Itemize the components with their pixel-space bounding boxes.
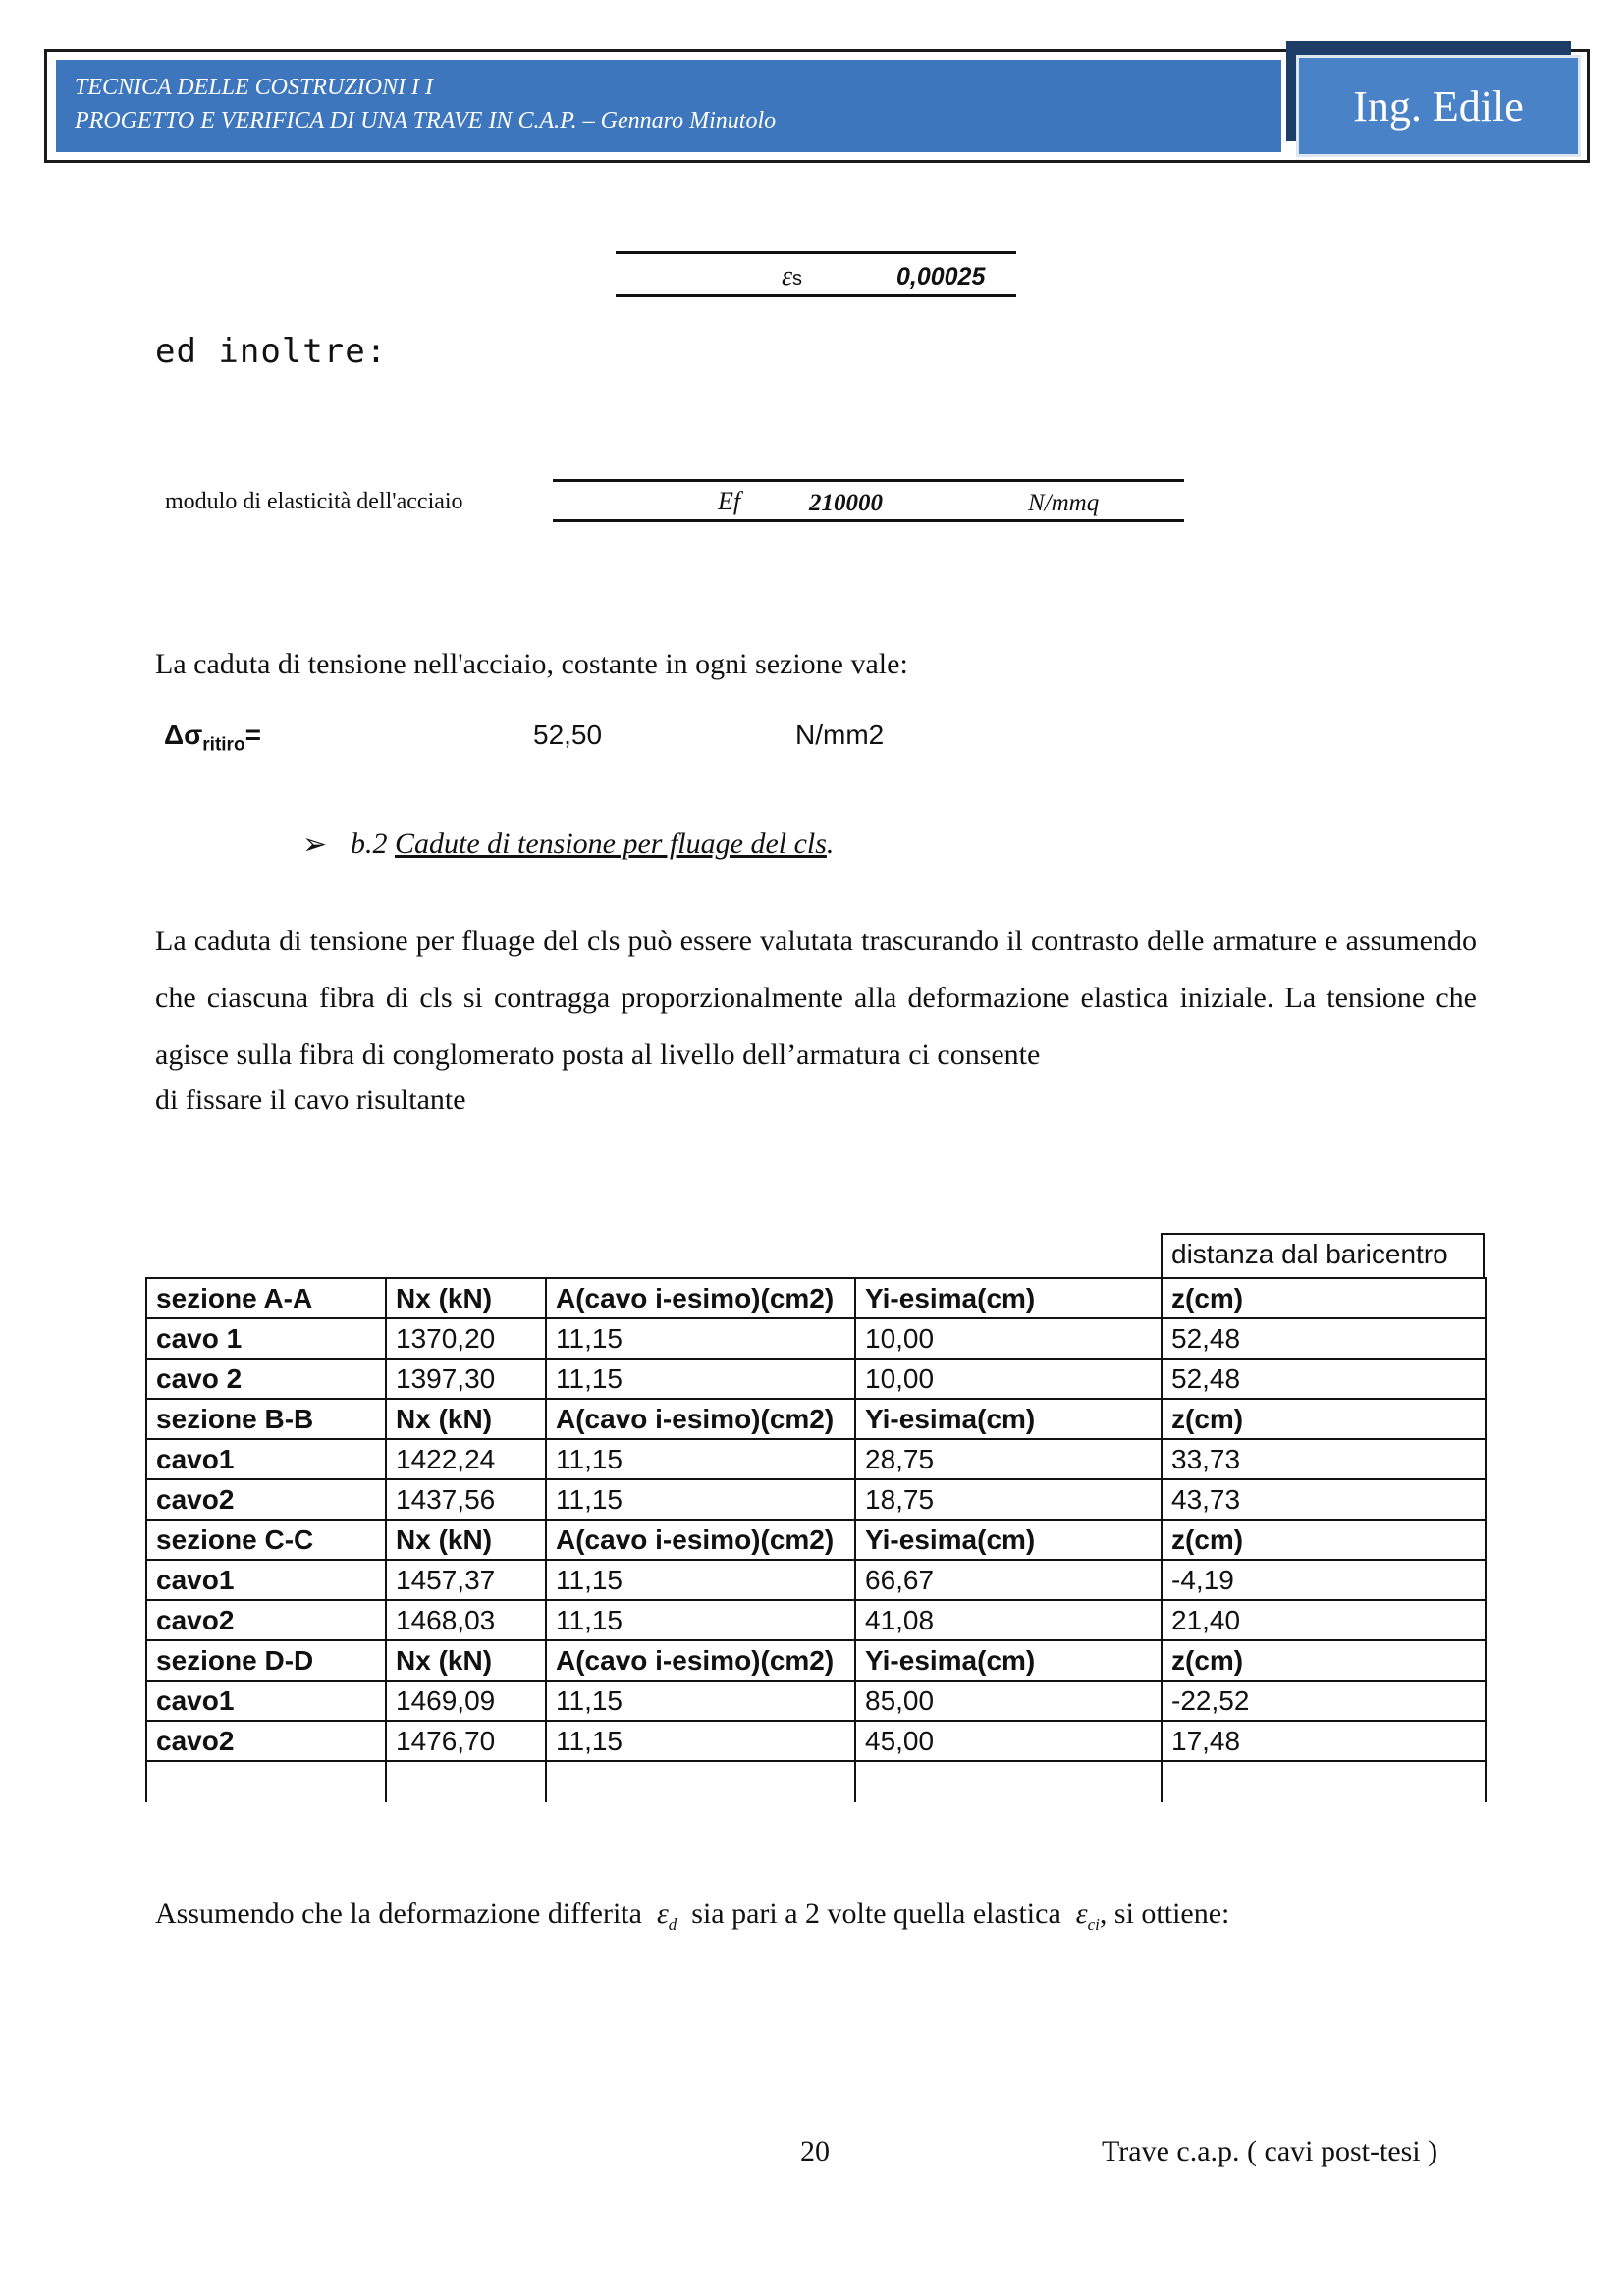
- table-cell: 1437,56: [386, 1479, 546, 1520]
- table-header-cell: Yi-esima(cm): [855, 1640, 1162, 1681]
- modulus-label: modulo di elasticità dell'acciaio: [165, 489, 463, 514]
- table-cell: 1370,20: [386, 1318, 546, 1359]
- table-cell: 11,15: [546, 1681, 855, 1721]
- table-row: [146, 1278, 1486, 1318]
- epsilon-value: 0,00025: [896, 263, 986, 291]
- table-cell: 21,40: [1162, 1600, 1486, 1640]
- table-cell: 11,15: [546, 1359, 855, 1399]
- table-row: [146, 1600, 1486, 1640]
- table-row: [146, 1640, 1486, 1681]
- table-header-cell: Nx (kN): [386, 1399, 546, 1439]
- table-cell: 1468,03: [386, 1600, 546, 1640]
- modulus-top-rule: [553, 479, 1184, 482]
- table-cell: cavo2: [146, 1479, 386, 1520]
- epsilon-bottom-rule: [616, 294, 1016, 297]
- table-row: [146, 1721, 1486, 1761]
- table-header-cell: z(cm): [1162, 1640, 1486, 1681]
- cable-table: [145, 1277, 1487, 1802]
- inoltre-text: ed inoltre:: [155, 332, 388, 371]
- table-header-cell: A(cavo i-esimo)(cm2): [546, 1399, 855, 1439]
- header-project-title: PROGETTO E VERIFICA DI UNA TRAVE IN C.A.P. – Gennaro Minutolo: [75, 108, 777, 133]
- table-header-cell: Yi-esima(cm): [855, 1520, 1162, 1560]
- table-cell: 1469,09: [386, 1681, 546, 1721]
- table-cell: 52,48: [1162, 1318, 1486, 1359]
- table-cell: cavo1: [146, 1439, 386, 1479]
- table-cell: 11,15: [546, 1318, 855, 1359]
- table-cell: 11,15: [546, 1721, 855, 1761]
- table-cell: 1422,24: [386, 1439, 546, 1479]
- table-row: [146, 1560, 1486, 1600]
- table-row: [146, 1520, 1486, 1560]
- table-extra-header: distanza dal baricentro: [1161, 1233, 1485, 1277]
- table-header-cell: Yi-esima(cm): [855, 1399, 1162, 1439]
- assumendo-text: Assumendo che la deformazione differita $\varepsilon_d$ sia pari a 2 volte quella elastica $\varepsilon_{ci}$, si ottiene:: [155, 1897, 1230, 1934]
- table-header-cell: z(cm): [1162, 1278, 1486, 1318]
- header-course-title: TECNICA DELLE COSTRUZIONI I I: [75, 75, 433, 100]
- epsilon-symbol: εs: [782, 261, 803, 292]
- table-empty-cell: [1162, 1761, 1486, 1802]
- table-cell: 45,00: [855, 1721, 1162, 1761]
- table-cell: cavo1: [146, 1560, 386, 1600]
- table-cell: 43,73: [1162, 1479, 1486, 1520]
- table-header-cell: z(cm): [1162, 1520, 1486, 1560]
- table-row: [146, 1681, 1486, 1721]
- epsilon-top-rule: [616, 251, 1016, 254]
- table-row: [146, 1359, 1486, 1399]
- table-header-cell: z(cm): [1162, 1399, 1486, 1439]
- table-header-cell: A(cavo i-esimo)(cm2): [546, 1640, 855, 1681]
- header-bar: [56, 60, 1281, 152]
- footer-caption: Trave c.a.p. ( cavi post-tesi ): [1102, 2135, 1438, 2167]
- arrow-bullet-icon: ➢: [302, 828, 328, 861]
- section-heading: b.2 Cadute di tensione per fluage del cls.: [351, 828, 835, 860]
- table-cell: 1397,30: [386, 1359, 546, 1399]
- fluage-paragraph-end: di fissare il cavo risultante: [155, 1084, 466, 1116]
- table-cell: 10,00: [855, 1318, 1162, 1359]
- table-cell: 28,75: [855, 1439, 1162, 1479]
- table-cell: 10,00: [855, 1359, 1162, 1399]
- table-cell: 11,15: [546, 1600, 855, 1640]
- delta-sigma-label: $\Delta\sigma_{ritiro}=$: [164, 720, 261, 756]
- table-cell: 17,48: [1162, 1721, 1486, 1761]
- table-row: [146, 1479, 1486, 1520]
- table-cell: 41,08: [855, 1600, 1162, 1640]
- caduta-text: La caduta di tensione nell'acciaio, costante in ogni sezione vale:: [155, 648, 908, 680]
- table-cell: -22,52: [1162, 1681, 1486, 1721]
- page-number: 20: [800, 2135, 830, 2167]
- table-cell: 18,75: [855, 1479, 1162, 1520]
- table-header-cell: Nx (kN): [386, 1278, 546, 1318]
- table-header-cell: sezione B-B: [146, 1399, 386, 1439]
- delta-sigma-value: 52,50: [533, 720, 603, 750]
- delta-sigma-unit: N/mm2: [795, 720, 885, 750]
- table-header-cell: sezione A-A: [146, 1278, 386, 1318]
- table-cell: 33,73: [1162, 1439, 1486, 1479]
- table-cell: 66,67: [855, 1560, 1162, 1600]
- modulus-value: 210000: [809, 490, 883, 516]
- table-cell: -4,19: [1162, 1560, 1486, 1600]
- table-cell: 11,15: [546, 1439, 855, 1479]
- table-header-cell: Nx (kN): [386, 1520, 546, 1560]
- table-cell: 1476,70: [386, 1721, 546, 1761]
- modulus-symbol: Ef: [718, 487, 741, 515]
- table-header-cell: Yi-esima(cm): [855, 1278, 1162, 1318]
- table-cell: 85,00: [855, 1681, 1162, 1721]
- table-header-cell: Nx (kN): [386, 1640, 546, 1681]
- table-empty-cell: [386, 1761, 546, 1802]
- modulus-bottom-rule: [553, 519, 1184, 522]
- table-cell: cavo2: [146, 1600, 386, 1640]
- table-row: [146, 1439, 1486, 1479]
- table-empty-cell: [546, 1761, 855, 1802]
- table-cell: cavo 1: [146, 1318, 386, 1359]
- table-cell: 11,15: [546, 1560, 855, 1600]
- table-header-cell: sezione C-C: [146, 1520, 386, 1560]
- table-row: [146, 1318, 1486, 1359]
- table-header-cell: A(cavo i-esimo)(cm2): [546, 1520, 855, 1560]
- header-badge: Ing. Edile: [1296, 55, 1581, 157]
- table-cell: 1457,37: [386, 1560, 546, 1600]
- table-empty-cell: [146, 1761, 386, 1802]
- table-cell: cavo 2: [146, 1359, 386, 1399]
- table-row: [146, 1399, 1486, 1439]
- table-cell: 52,48: [1162, 1359, 1486, 1399]
- table-empty-cell: [855, 1761, 1162, 1802]
- table-empty-row: [146, 1761, 1486, 1802]
- table-cell: cavo2: [146, 1721, 386, 1761]
- table-header-cell: sezione D-D: [146, 1640, 386, 1681]
- table-header-cell: A(cavo i-esimo)(cm2): [546, 1278, 855, 1318]
- fluage-paragraph: La caduta di tensione per fluage del cls può essere valutata trascurando il contrasto delle armature e assumendo che ciascuna fibra di cls si contragga proporzionalmente alla deformazione elastica iniziale. La tensione che agisce sulla fibra di conglomerato posta al livello dell’armatura ci consente: [155, 925, 1477, 1071]
- modulus-unit: N/mmq: [1028, 490, 1100, 516]
- table-cell: cavo1: [146, 1681, 386, 1721]
- table-cell: 11,15: [546, 1479, 855, 1520]
